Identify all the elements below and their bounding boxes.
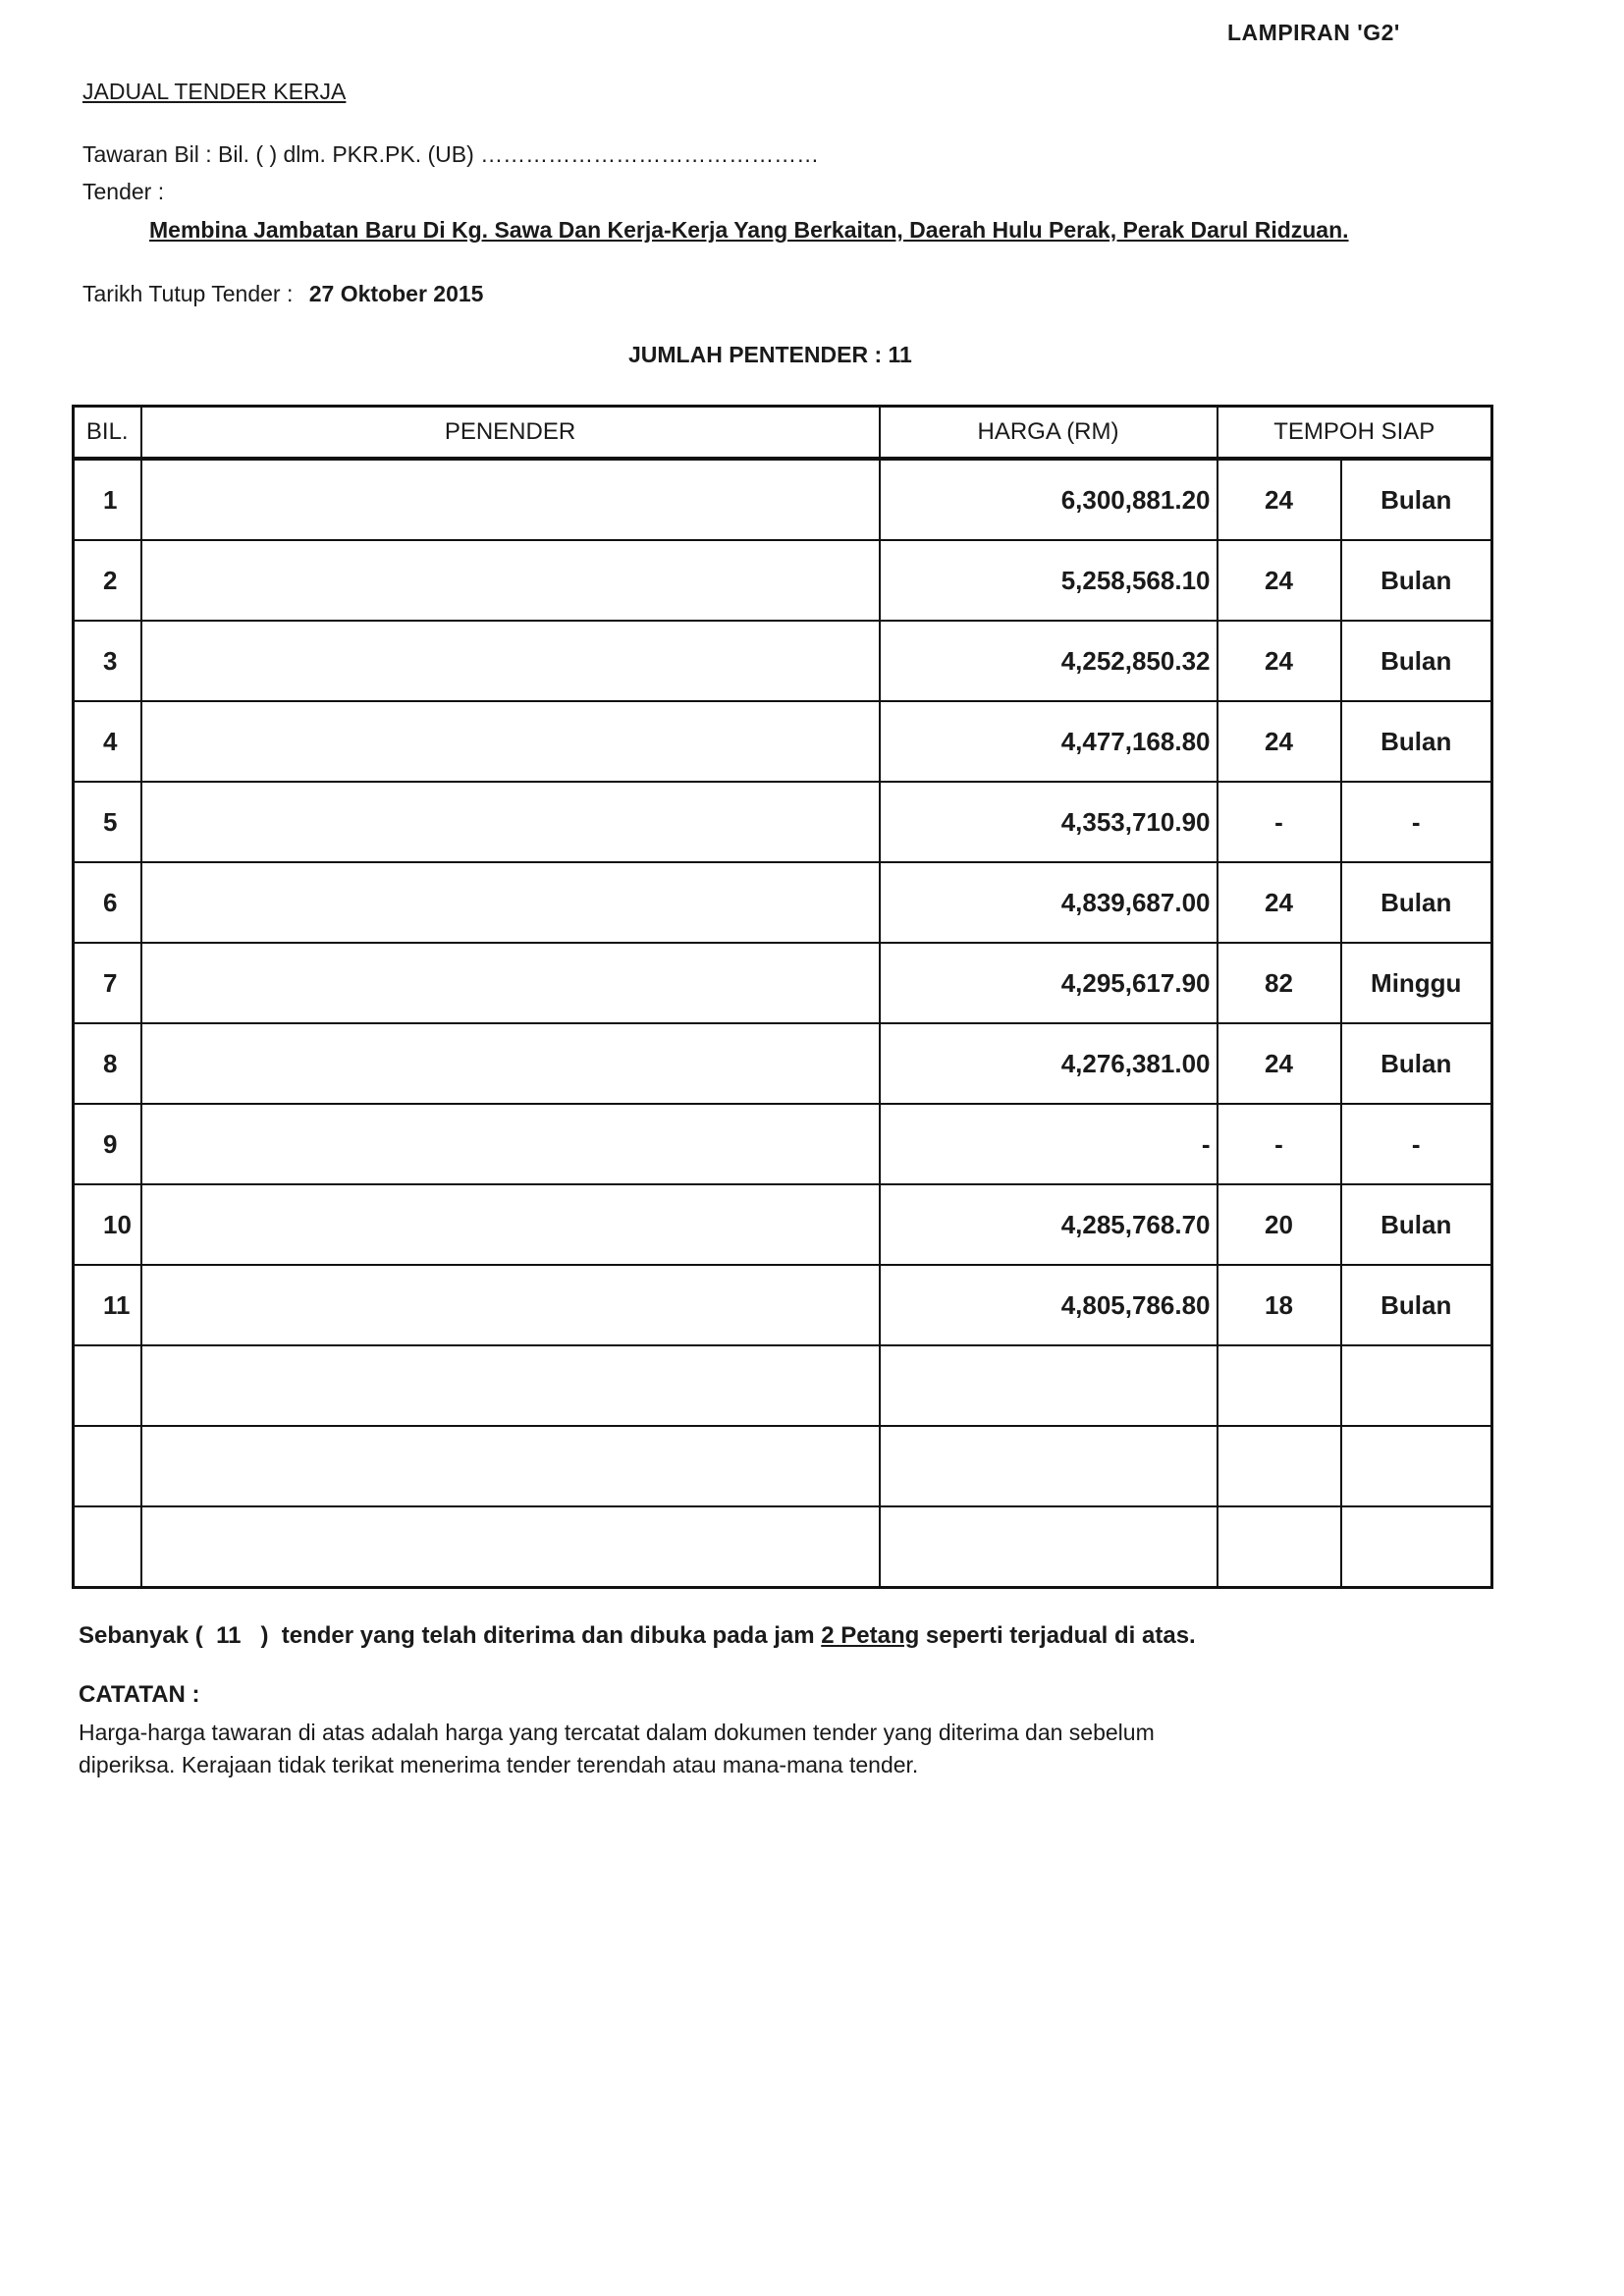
document-title: JADUAL TENDER KERJA	[82, 79, 347, 104]
appendix-label: LAMPIRAN 'G2'	[1227, 20, 1400, 45]
bil-cell: 8	[74, 1023, 141, 1104]
table-row	[74, 1426, 1492, 1506]
penender-cell	[141, 943, 880, 1023]
table-row	[74, 459, 1492, 540]
table-row	[74, 1104, 1492, 1184]
tempoh-number-cell: 24	[1218, 701, 1341, 782]
table-row	[74, 1023, 1492, 1104]
tempoh-unit-cell: Bulan	[1341, 862, 1492, 943]
tempoh-number-cell	[1218, 1345, 1341, 1426]
tempoh-unit-cell: Minggu	[1341, 943, 1492, 1023]
penender-cell	[141, 1023, 880, 1104]
column-header-harga: HARGA (RM)	[880, 407, 1218, 460]
tempoh-unit-cell: Bulan	[1341, 1184, 1492, 1265]
table-row	[74, 1506, 1492, 1588]
tempoh-number-cell: 82	[1218, 943, 1341, 1023]
summary-time: 2 Petang	[821, 1622, 920, 1649]
summary-prefix: Sebanyak ( 11 ) tender yang telah diterima dan dibuka pada jam	[79, 1622, 822, 1649]
bil-cell: 7	[74, 943, 141, 1023]
penender-cell	[141, 1426, 880, 1506]
harga-cell: 4,839,687.00	[880, 862, 1218, 943]
tempoh-unit-cell	[1341, 1426, 1492, 1506]
tender-name: Membina Jambatan Baru Di Kg. Sawa Dan Kerja-Kerja Yang Berkaitan, Daerah Hulu Perak, Perak Darul Ridzuan.	[149, 217, 1349, 243]
harga-cell	[880, 1506, 1218, 1588]
harga-cell: 5,258,568.10	[880, 540, 1218, 621]
tempoh-unit-cell: Bulan	[1341, 459, 1492, 540]
tempoh-number-cell: 24	[1218, 1023, 1341, 1104]
bil-cell: 6	[74, 862, 141, 943]
tempoh-number-cell	[1218, 1426, 1341, 1506]
tender-label: Tender :	[82, 179, 165, 204]
penender-cell	[141, 621, 880, 701]
bil-cell: 1	[74, 459, 141, 540]
penender-cell	[141, 782, 880, 862]
bil-cell: 5	[74, 782, 141, 862]
penender-cell	[141, 862, 880, 943]
table-row	[74, 621, 1492, 701]
table-row	[74, 862, 1492, 943]
penender-cell	[141, 540, 880, 621]
penender-cell	[141, 1265, 880, 1345]
tempoh-unit-cell: Bulan	[1341, 1265, 1492, 1345]
table-row	[74, 540, 1492, 621]
harga-cell	[880, 1426, 1218, 1506]
bil-cell	[74, 1426, 141, 1506]
column-header-penender: PENENDER	[141, 407, 880, 460]
bil-cell	[74, 1506, 141, 1588]
tempoh-unit-cell: -	[1341, 782, 1492, 862]
tempoh-number-cell	[1218, 1506, 1341, 1588]
harga-cell: 4,285,768.70	[880, 1184, 1218, 1265]
tempoh-unit-cell	[1341, 1345, 1492, 1426]
column-header-bil: BIL.	[74, 407, 141, 460]
table-row	[74, 701, 1492, 782]
table-body	[74, 459, 1492, 1588]
tempoh-unit-cell: Bulan	[1341, 701, 1492, 782]
penender-cell	[141, 1104, 880, 1184]
closing-date-label: Tarikh Tutup Tender :	[82, 281, 294, 306]
tempoh-unit-cell: Bulan	[1341, 1023, 1492, 1104]
tempoh-number-cell: 24	[1218, 621, 1341, 701]
tempoh-unit-cell: -	[1341, 1104, 1492, 1184]
penender-cell	[141, 1345, 880, 1426]
tawaran-line: Tawaran Bil : Bil. ( ) dlm. PKR.PK. (UB) ………………………………………	[82, 141, 820, 167]
summary-statement	[79, 1622, 1196, 1650]
bil-cell: 11	[74, 1265, 141, 1345]
note-text: Harga-harga tawaran di atas adalah harga yang tercatat dalam dokumen tender yang diterima dan sebelum diperiksa. Kerajaan tidak terikat menerima tender terendah atau mana-mana tender.	[79, 1720, 1155, 1777]
tempoh-unit-cell	[1341, 1506, 1492, 1588]
bil-cell: 3	[74, 621, 141, 701]
table-row	[74, 782, 1492, 862]
penender-cell	[141, 459, 880, 540]
table-row	[74, 1184, 1492, 1265]
harga-cell: 4,252,850.32	[880, 621, 1218, 701]
tempoh-number-cell: 24	[1218, 459, 1341, 540]
harga-cell: 4,477,168.80	[880, 701, 1218, 782]
harga-cell: 4,276,381.00	[880, 1023, 1218, 1104]
summary-suffix: seperti terjadual di atas.	[919, 1622, 1196, 1649]
tempoh-unit-cell: Bulan	[1341, 621, 1492, 701]
table-header-row	[74, 407, 1492, 460]
tender-table	[72, 405, 1493, 1589]
tempoh-number-cell: 20	[1218, 1184, 1341, 1265]
closing-date: 27 Oktober 2015	[308, 281, 484, 306]
penender-cell	[141, 1184, 880, 1265]
harga-cell: 4,295,617.90	[880, 943, 1218, 1023]
tempoh-number-cell: -	[1218, 782, 1341, 862]
harga-cell: 6,300,881.20	[880, 459, 1218, 540]
penender-cell	[141, 701, 880, 782]
tempoh-unit-cell: Bulan	[1341, 540, 1492, 621]
bidder-count: JUMLAH PENTENDER : 11	[628, 342, 912, 367]
table-row	[74, 943, 1492, 1023]
column-header-tempoh: TEMPOH SIAP	[1218, 407, 1492, 460]
harga-cell: 4,805,786.80	[880, 1265, 1218, 1345]
tempoh-number-cell: 24	[1218, 862, 1341, 943]
table-row	[74, 1345, 1492, 1426]
bil-cell: 9	[74, 1104, 141, 1184]
penender-cell	[141, 1506, 880, 1588]
note-heading: CATATAN :	[79, 1681, 200, 1708]
harga-cell	[880, 1345, 1218, 1426]
bil-cell: 4	[74, 701, 141, 782]
tempoh-number-cell: 24	[1218, 540, 1341, 621]
tempoh-number-cell: -	[1218, 1104, 1341, 1184]
tempoh-number-cell: 18	[1218, 1265, 1341, 1345]
harga-cell: -	[880, 1104, 1218, 1184]
table-row	[74, 1265, 1492, 1345]
bil-cell: 10	[74, 1184, 141, 1265]
harga-cell: 4,353,710.90	[880, 782, 1218, 862]
closing-date-line	[82, 281, 483, 307]
bil-cell	[74, 1345, 141, 1426]
bil-cell: 2	[74, 540, 141, 621]
